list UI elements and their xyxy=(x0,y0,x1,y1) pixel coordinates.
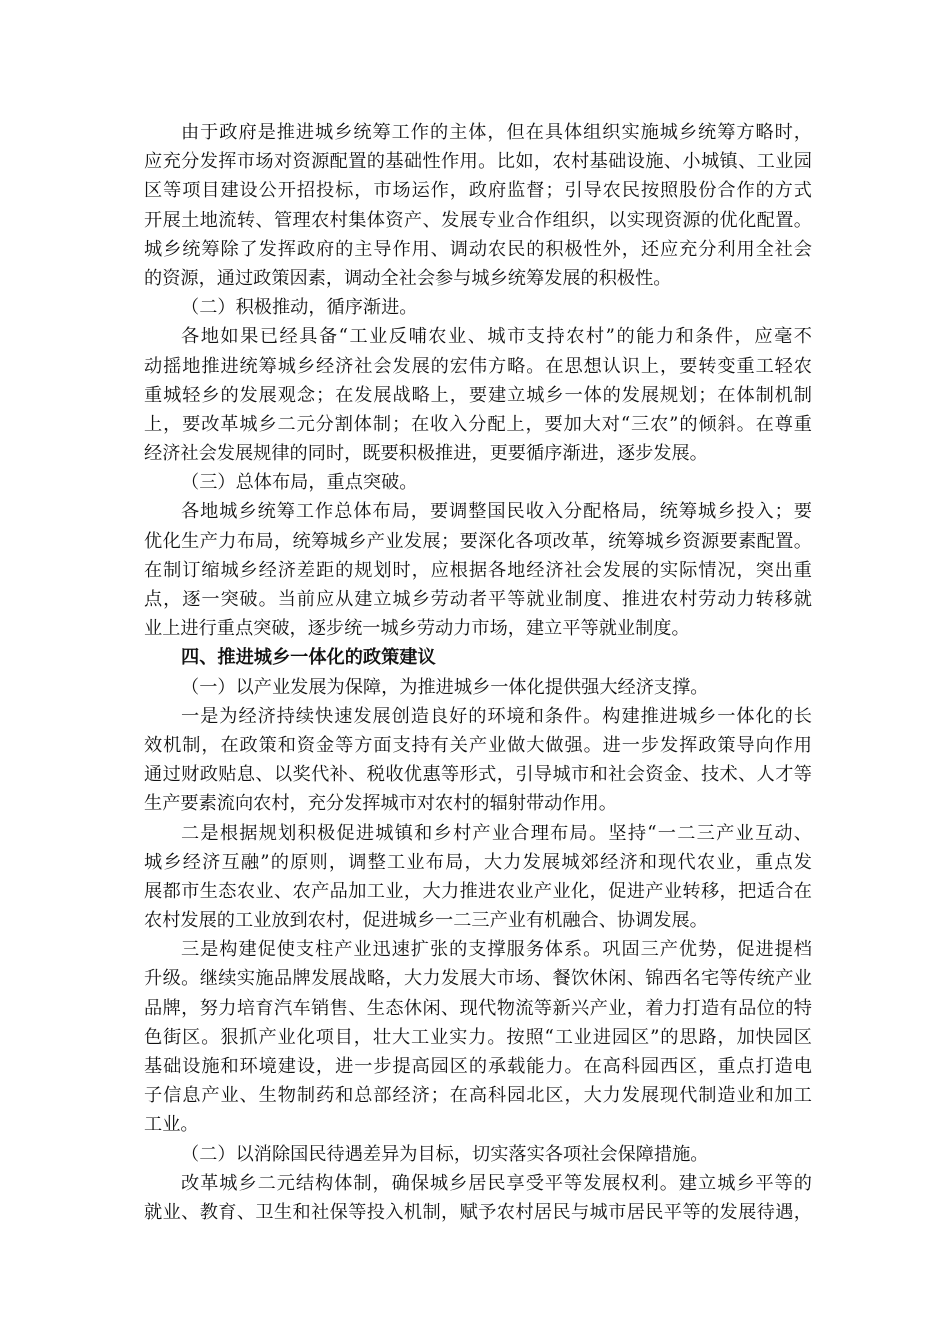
text-line: 一是为经济持续快速发展创造良好的环境和条件。构建推进城乡一体化的长 xyxy=(181,705,812,727)
text-line: 城乡统筹除了发挥政府的主导作用、调动农民的积极性外，还应充分利用全社会 xyxy=(144,238,812,260)
section-heading: 四、推进城乡一体化的政策建议 xyxy=(181,647,436,669)
text-line: 二是根据规划积极促进城镇和乡村产业合理布局。坚持“一二三产业互动、 xyxy=(181,822,812,844)
text-line: （二）积极推动，循序渐进。 xyxy=(181,297,418,319)
text-line: 业上进行重点突破，逐步统一城乡劳动力市场，建立平等就业制度。 xyxy=(144,618,690,640)
text-line: 生产要素流向农村，充分发挥城市对农村的辐射带动作用。 xyxy=(144,793,617,815)
text-line: 三是构建促使支柱产业迅速扩张的支撑服务体系。巩固三产优势，促进提档 xyxy=(181,939,812,961)
document-body xyxy=(144,118,812,1227)
text-line: 展都市生态农业、农产品加工业，大力推进农业产业化，促进产业转移，把适合在 xyxy=(144,880,812,902)
text-line: （一）以产业发展为保障，为推进城乡一体化提供强大经济支撑。 xyxy=(181,676,709,698)
text-line: 子信息产业、生物制药和总部经济；在高科园北区，大力发展现代制造业和加工 xyxy=(144,1085,812,1107)
text-line: 应充分发挥市场对资源配置的基础性作用。比如，农村基础设施、小城镇、工业园 xyxy=(144,151,812,173)
text-line: 改革城乡二元结构体制，确保城乡居民享受平等发展权利。建立城乡平等的 xyxy=(181,1172,812,1194)
text-line: 的资源，通过政策因素，调动全社会参与城乡统筹发展的积极性。 xyxy=(144,267,672,289)
text-line: 基础设施和环境建设，进一步提高园区的承载能力。在高科园西区，重点打造电 xyxy=(144,1056,812,1077)
text-line: 开展土地流转、管理农村集体资产、发展专业合作组织，以实现资源的优化配置。 xyxy=(144,209,812,231)
text-line: 各地如果已经具备“工业反哺农业、城市支持农村”的能力和条件，应毫不 xyxy=(181,326,812,348)
text-line: 品牌，努力培育汽车销售、生态休闲、现代物流等新兴产业，着力打造有品位的特 xyxy=(144,997,812,1019)
text-line: 各地城乡统筹工作总体布局，要调整国民收入分配格局，统筹城乡投入；要 xyxy=(181,501,812,523)
text-line: 就业、教育、卫生和社保等投入机制，赋予农村居民与城市居民平等的发展待遇， xyxy=(144,1201,812,1223)
text-line: 升级。继续实施品牌发展战略，大力发展大市场、餐饮休闲、锦西名宅等传统产业 xyxy=(144,968,812,990)
text-line: 优化生产力布局，统筹城乡产业发展；要深化各项改革，统筹城乡资源要素配置。 xyxy=(144,530,812,552)
text-line: 通过财政贴息、以奖代补、税收优惠等形式，引导城市和社会资金、技术、人才等 xyxy=(144,764,812,786)
text-line: 动摇地推进统筹城乡经济社会发展的宏伟方略。在思想认识上，要转变重工轻农 xyxy=(144,355,812,377)
text-line: 城乡经济互融”的原则，调整工业布局，大力发展城郊经济和现代农业，重点发 xyxy=(144,851,812,873)
text-line: 区等项目建设公开招投标，市场运作，政府监督；引导农民按照股份合作的方式 xyxy=(144,180,812,202)
text-line: 点，逐一突破。当前应从建立城乡劳动者平等就业制度、推进农村劳动力转移就 xyxy=(144,589,812,610)
text-line: 色街区。狠抓产业化项目，壮大工业实力。按照“工业进园区”的思路，加快园区 xyxy=(144,1026,812,1048)
text-line: 上，要改革城乡二元分割体制；在收入分配上，要加大对“三农”的倾斜。在尊重 xyxy=(144,413,812,435)
text-line: 重城轻乡的发展观念；在发展战略上，要建立城乡一体的发展规划；在体制机制 xyxy=(144,384,812,406)
text-line: （二）以消除国民待遇差异为目标，切实落实各项社会保障措施。 xyxy=(181,1143,709,1165)
text-line: （三）总体布局，重点突破。 xyxy=(181,472,418,494)
text-line: 在制订缩城乡经济差距的规划时，应根据各地经济社会发展的实际情况，突出重 xyxy=(144,559,812,581)
text-line: 由于政府是推进城乡统筹工作的主体，但在具体组织实施城乡统筹方略时， xyxy=(181,122,812,143)
text-line: 农村发展的工业放到农村，促进城乡一二三产业有机融合、协调发展。 xyxy=(144,910,708,932)
text-line: 经济社会发展规律的同时，既要积极推进，更要循序渐进，逐步发展。 xyxy=(144,443,708,465)
text-line: 工业。 xyxy=(144,1114,199,1136)
text-line: 效机制，在政策和资金等方面支持有关产业做大做强。进一步发挥政策导向作用 xyxy=(144,734,812,756)
